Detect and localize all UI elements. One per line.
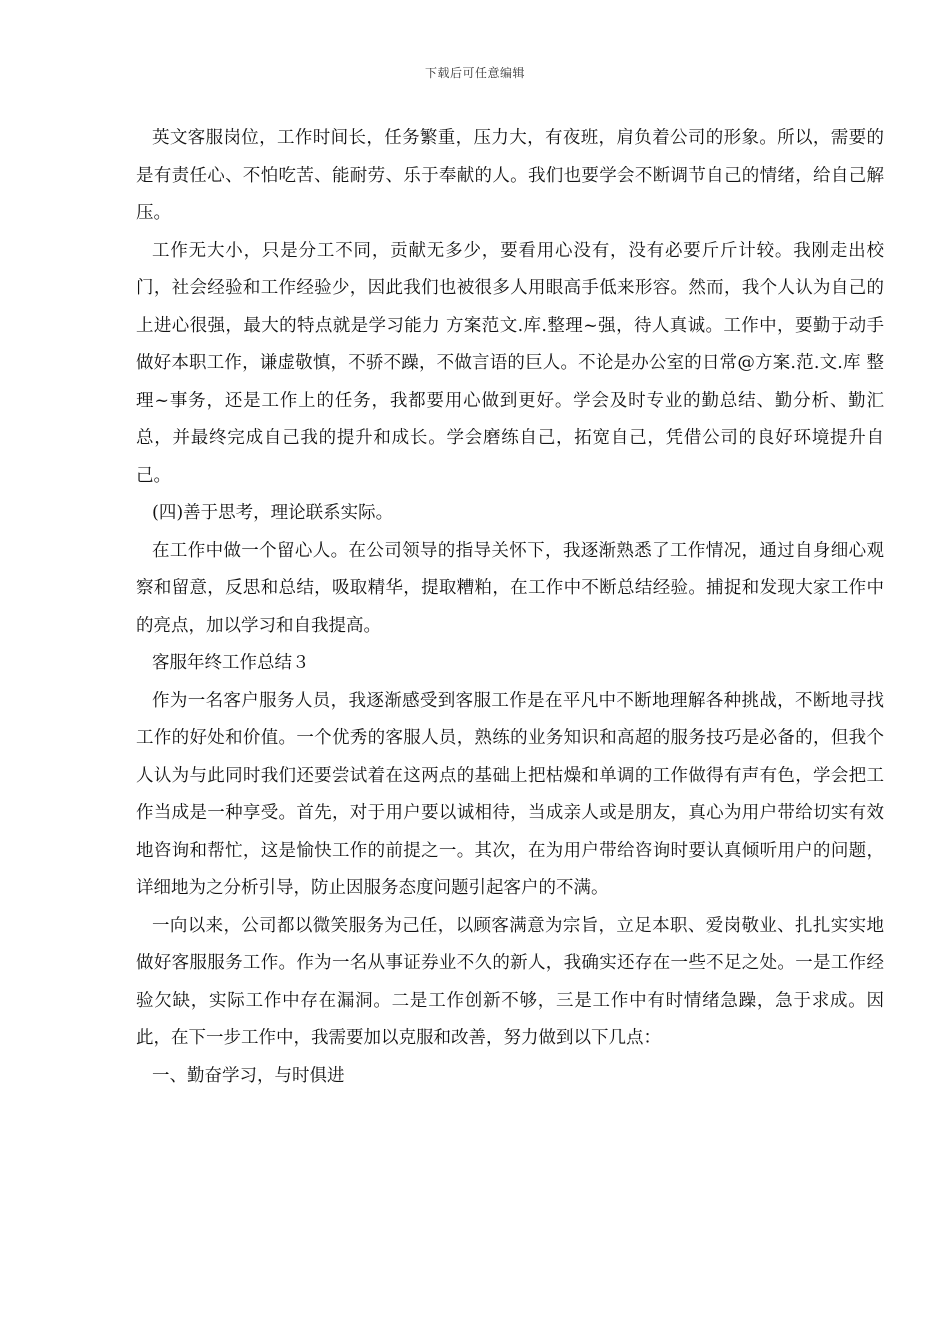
- section-title-summary-3: 客服年终工作总结３: [152, 653, 310, 673]
- document-body: [136, 120, 884, 1095]
- paragraph-work-attitude: 工作无大小，只是分工不同，贡献无多少，要看用心没有，没有必要斤斤计较。我刚走出校门，社会经验和工作经验少，因此我们也被很多人用眼高手低来形容。然而，我个人认为自己的上进心很强，最大的特点就是学习能力 方案范文.库.整理~强，待人真诚。工作中，要勤于动手做好本职工作，谦虚敬慎，不骄不躁，不做言语的巨人。不论是办公室的日常@方案.范.文.库 整理~事务，还是工作上的任务，我都要用心做到更好。学会及时专业的勤总结、勤分析、勤汇总，并最终完成自己我的提升和成长。学会磨练自己，拓宽自己，凭借公司的良好环境提升自己。: [136, 240, 884, 486]
- page-header: 下载后可任意编辑: [424, 66, 525, 80]
- section-heading-thinking: (四)善于思考，理论联系实际。: [152, 503, 394, 523]
- paragraph-service-staff: 作为一名客户服务人员，我逐渐感受到客服工作是在平凡中不断地理解各种挑战，不断地寻找工作的好处和价值。一个优秀的客服人员，熟练的业务知识和高超的服务技巧是必备的，但我个人认为与此同时我们还要尝试着在这两点的基础上把枯燥和单调的工作做得有声有色，学会把工作当成是一种享受。首先，对于用户要以诚相待，当成亲人或是朋友，真心为用户带给切实有效地咨询和帮忙，这是愉快工作的前提之一。其次，在为用户带给咨询时要认真倾听用户的问题，详细地为之分析引导，防止因服务态度问题引起客户的不满。: [136, 690, 884, 898]
- paragraph-attentive-worker: 在工作中做一个留心人。在公司领导的指导关怀下，我逐渐熟悉了工作情况，通过自身细心观察和留意，反思和总结，吸取精华，提取糟粕，在工作中不断总结经验。捕捉和发现大家工作中的亮点，加以学习和自我提高。: [136, 540, 884, 636]
- paragraph-company-service: 一向以来，公司都以微笑服务为己任，以顾客满意为宗旨，立足本职、爱岗敬业、扎扎实实地做好客服服务工作。作为一名从事证券业不久的新人，我确实还存在一些不足之处。一是工作经验欠缺，实际工作中存在漏洞。二是工作创新不够，三是工作中有时情绪急躁，急于求成。因此，在下一步工作中，我需要加以克服和改善，努力做到以下几点：: [136, 915, 884, 1048]
- paragraph-customer-service-role: 英文客服岗位，工作时间长，任务繁重，压力大，有夜班，肩负着公司的形象。所以，需要的是有责任心、不怕吃苦、能耐劳、乐于奉献的人。我们也要学会不断调节自己的情绪，给自己解压。: [136, 128, 884, 223]
- section-heading-study: 一、勤奋学习，与时俱进: [152, 1065, 345, 1086]
